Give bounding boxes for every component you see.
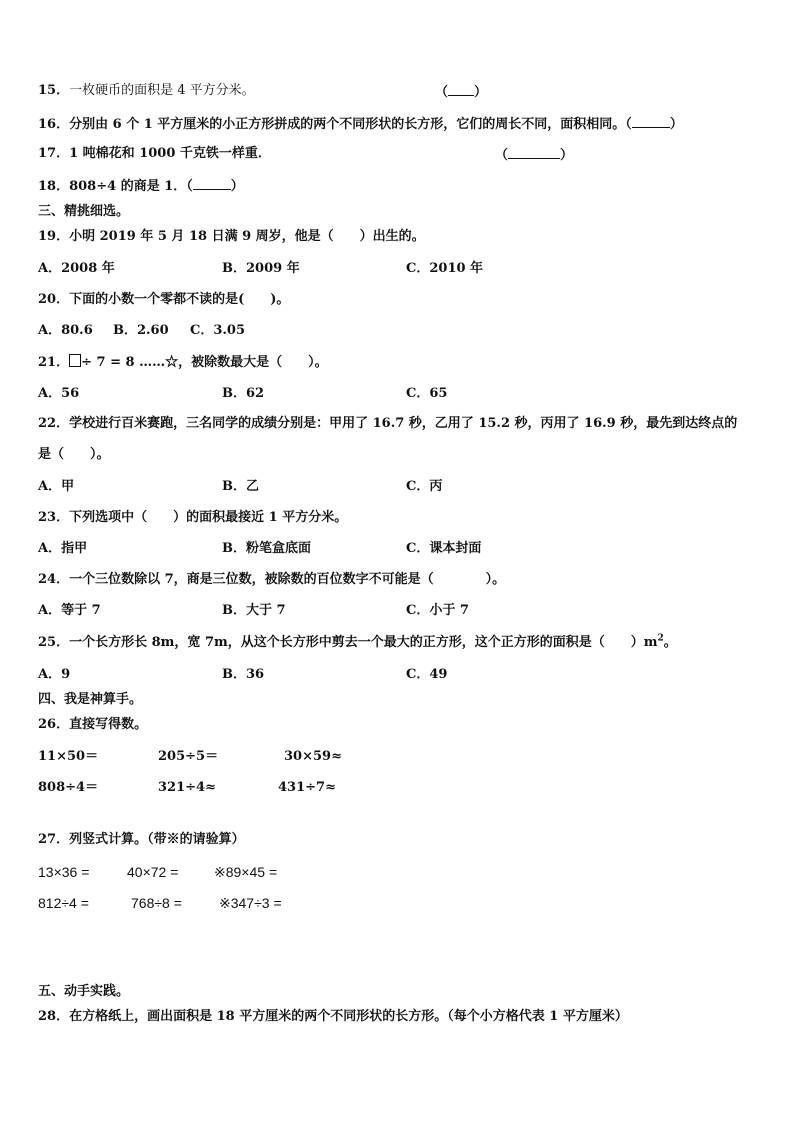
option-a[interactable]: A．甲 bbox=[38, 479, 75, 494]
paren-close: ） bbox=[560, 148, 574, 163]
paren-open: （ bbox=[495, 148, 509, 163]
question-number: 18． bbox=[38, 179, 70, 194]
option-b[interactable]: B．62 bbox=[222, 386, 265, 401]
question-number: 16． bbox=[38, 117, 70, 132]
calc-item: 30×59≈ bbox=[284, 749, 342, 764]
question-text: ÷ 7 = 8 ……☆，被除数最大是（ ）。 bbox=[81, 355, 328, 370]
question-text: 808÷4 的商是 1． bbox=[69, 179, 187, 194]
section-heading-5: 五、动手实践。 bbox=[38, 984, 130, 999]
question-number: 21． bbox=[38, 355, 70, 370]
paren-open: （ bbox=[625, 117, 632, 132]
vertical-calc-item: 812÷4 = bbox=[38, 895, 89, 911]
question-21 bbox=[38, 354, 328, 371]
answer-blank-15[interactable] bbox=[435, 83, 487, 101]
option-c[interactable]: C．49 bbox=[406, 667, 448, 682]
option-b[interactable]: B．36 bbox=[222, 667, 265, 682]
vertical-calc-item: ※89×45 = bbox=[214, 864, 278, 880]
superscript: 2 bbox=[657, 633, 664, 644]
question-number: 15． bbox=[38, 83, 70, 98]
option-c[interactable]: C．65 bbox=[406, 386, 448, 401]
section-heading-4: 四、我是神算手。 bbox=[38, 692, 143, 707]
option-b[interactable]: B．大于 7 bbox=[222, 603, 286, 618]
question-text: 一枚硬币的面积是 4 平方分米。 bbox=[69, 83, 255, 98]
option-a[interactable]: A．2008 年 bbox=[38, 261, 115, 276]
option-a[interactable]: A．指甲 bbox=[38, 541, 88, 556]
underline bbox=[448, 83, 474, 96]
option-b[interactable]: B．乙 bbox=[222, 479, 259, 494]
answer-blank-16[interactable] bbox=[632, 115, 670, 128]
question-20: 20．下面的小数一个零都不读的是( )。 bbox=[38, 292, 290, 307]
square-placeholder-icon bbox=[69, 354, 81, 367]
question-25 bbox=[38, 635, 677, 651]
question-26: 26．直接写得数。 bbox=[38, 717, 148, 732]
question-23: 23．下列选项中（ ）的面积最接近 1 平方分米。 bbox=[38, 510, 348, 525]
question-15 bbox=[38, 83, 255, 99]
question-16 bbox=[38, 115, 683, 133]
question-19: 19．小明 2019 年 5 月 18 日满 9 周岁，他是（ ）出生的。 bbox=[38, 229, 425, 244]
question-number: 17． bbox=[38, 146, 70, 161]
option-c[interactable]: C．课本封面 bbox=[406, 541, 482, 556]
option-c[interactable]: C．2010 年 bbox=[406, 261, 484, 276]
paren-close: ） bbox=[474, 85, 488, 100]
option-b[interactable]: B．2009 年 bbox=[222, 261, 300, 276]
question-24: 24．一个三位数除以 7，商是三位数，被除数的百位数字不可能是（ ）。 bbox=[38, 572, 506, 587]
period: 。 bbox=[663, 635, 677, 650]
question-22-cont: 是（ ）。 bbox=[38, 447, 110, 462]
paren-close: ） bbox=[669, 117, 683, 132]
question-text: 1 吨棉花和 1000 千克铁一样重． bbox=[69, 146, 271, 161]
calc-item: 431÷7≈ bbox=[278, 780, 336, 795]
paren-close: ） bbox=[230, 179, 244, 194]
section-heading-3: 三、精挑细选。 bbox=[38, 204, 130, 219]
answer-blank-18[interactable] bbox=[193, 177, 231, 190]
option-c[interactable]: C．小于 7 bbox=[406, 603, 469, 618]
option-c[interactable]: C．丙 bbox=[406, 479, 443, 494]
paren-open: （ bbox=[435, 85, 449, 100]
option-c[interactable]: C．3.05 bbox=[190, 323, 246, 338]
question-28: 28．在方格纸上，画出面积是 18 平方厘米的两个不同形状的长方形。（每个小方格代表 1 平方厘米） bbox=[38, 1009, 628, 1024]
underline bbox=[508, 146, 560, 159]
question-text: 分别由 6 个 1 平方厘米的小正方形拼成的两个不同形状的长方形，它们的周长不同，面积相同。 bbox=[69, 117, 626, 132]
question-18 bbox=[38, 177, 244, 195]
question-22: 22．学校进行百米赛跑，三名同学的成绩分别是：甲用了 16.7 秒，乙用了 15.2 秒，丙用了 16.9 秒，最先到达终点的 bbox=[38, 416, 738, 431]
calc-item: 205÷5＝ bbox=[158, 749, 219, 764]
answer-blank-17[interactable] bbox=[495, 146, 573, 164]
option-b[interactable]: B．粉笔盒底面 bbox=[222, 541, 311, 556]
vertical-calc-item: ※347÷3 = bbox=[219, 895, 282, 911]
question-text: 25．一个长方形长 8m，宽 7m，从这个长方形中剪去一个最大的正方形，这个正方形的面积是（ ）m bbox=[38, 635, 658, 650]
calc-item: 808÷4＝ bbox=[38, 780, 99, 795]
option-b[interactable]: B．2.60 bbox=[113, 323, 169, 338]
question-27: 27．列竖式计算。（带※的请验算） bbox=[38, 832, 245, 847]
option-a[interactable]: A．80.6 bbox=[38, 323, 93, 338]
option-a[interactable]: A．9 bbox=[38, 667, 71, 682]
paren-open: （ bbox=[186, 179, 193, 194]
question-17 bbox=[38, 146, 271, 162]
calc-item: 11×50＝ bbox=[38, 749, 99, 764]
option-a[interactable]: A．56 bbox=[38, 386, 80, 401]
vertical-calc-item: 768÷8 = bbox=[131, 895, 182, 911]
vertical-calc-item: 13×36 = bbox=[38, 864, 90, 880]
option-a[interactable]: A．等于 7 bbox=[38, 603, 101, 618]
vertical-calc-item: 40×72 = bbox=[127, 864, 179, 880]
calc-item: 321÷4≈ bbox=[158, 780, 216, 795]
